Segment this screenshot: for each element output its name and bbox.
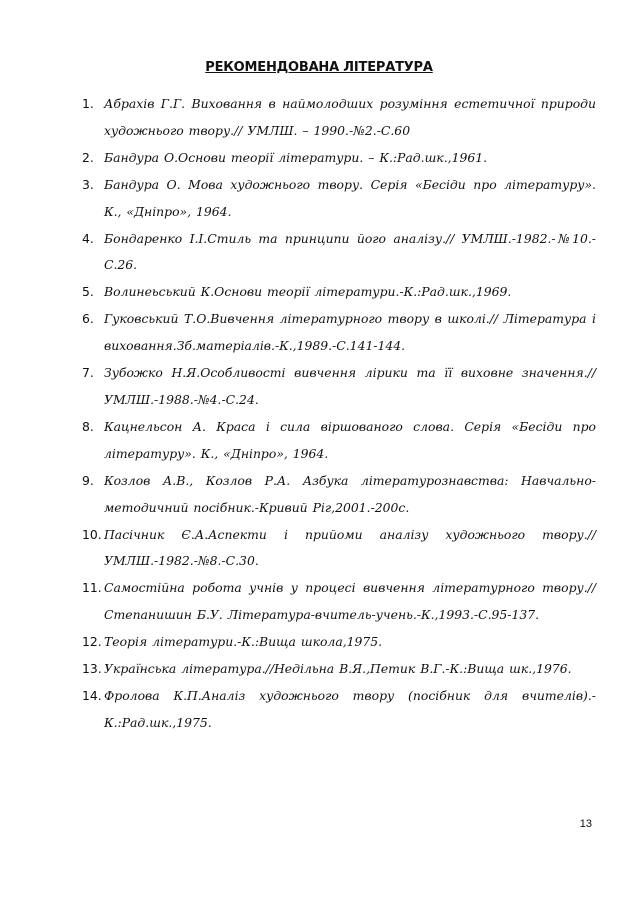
- reference-text: Козлов А.В., Козлов Р.А. Азбука літературознавства: Навчально-методичний посібник.-Кривий Ріг,2001.-200с.: [104, 472, 596, 515]
- reference-text: Кацнельсон А. Краса і сила віршованого слова. Серія «Бесіди про літературу». К., «Дніпро», 1964.: [104, 418, 596, 461]
- reference-item: [82, 522, 596, 576]
- reference-text: Бондаренко І.І.Стиль та принципи його аналізу.// УМЛШ.-1982.-№10.-С.26.: [104, 230, 596, 273]
- reference-item: [82, 145, 596, 172]
- reference-item: [82, 172, 596, 226]
- reference-item: [82, 656, 596, 683]
- reference-item: [82, 306, 596, 360]
- reference-item: [82, 683, 596, 737]
- reference-text: Зубожко Н.Я.Особливості вивчення лірики та її виховне значення.// УМЛШ.-1988.-№4.-С.24.: [104, 365, 596, 407]
- reference-text: Бандура О. Мова художнього твору. Серія «Бесіди про літературу». К., «Дніпро», 1964.: [104, 176, 596, 219]
- reference-text: Волинеьський К.Основи теорії літератури.-К.:Рад.шк.,1969.: [104, 284, 512, 300]
- reference-text: Гуковський Т.О.Вивчення літературного твору в школі.// Література і виховання.Зб.матеріалів.-К.,1989.-С.141-144.: [104, 311, 596, 354]
- reference-number: 6.: [82, 311, 94, 327]
- reference-text: Теорія літератури.-К.:Вища школа,1975.: [104, 634, 383, 650]
- reference-number: 5.: [82, 284, 94, 300]
- reference-item: [82, 91, 596, 145]
- page-title: РЕКОМЕНДОВАНА ЛІТЕРАТУРА: [205, 60, 433, 75]
- page-number: 13: [579, 818, 592, 830]
- reference-text: Бандура О.Основи теорії літератури. – К.:Рад.шк.,1961.: [104, 149, 488, 165]
- reference-text: Фролова К.П.Аналіз художнього твору (посібник для вчителів).-К.:Рад.шк.,1975.: [104, 687, 596, 730]
- reference-item: [82, 629, 596, 656]
- reference-list: [82, 91, 596, 737]
- reference-number: 10.: [82, 526, 102, 542]
- reference-text: Самостійна робота учнів у процесі вивчення літературного твору.// Степанишин Б.У. Література-вчитель-учень.-К.,1993.-С.95-137.: [104, 580, 596, 623]
- reference-text: Пасічник Є.А.Аспекти і прийоми аналізу художнього твору.//УМЛШ.-1982.-№8.-С.30.: [104, 526, 596, 569]
- reference-text: Абрахів Г.Г. Виховання в наймолодших розуміння естетичної природи художнього твору.// УМЛШ. – 1990.-№2.-С.60: [104, 96, 596, 138]
- reference-item: [82, 360, 596, 414]
- reference-number: 13.: [82, 661, 102, 677]
- reference-number: 4.: [82, 230, 94, 246]
- reference-number: 7.: [82, 365, 94, 381]
- reference-item: [82, 575, 596, 629]
- reference-text: Українська література.//Недільна В.Я.,Петик В.Г.-К.:Вища шк.,1976.: [104, 661, 572, 677]
- reference-number: 3.: [82, 176, 94, 192]
- reference-number: 1.: [82, 96, 94, 111]
- reference-item: [82, 468, 596, 522]
- reference-number: 12.: [82, 634, 102, 650]
- reference-item: [82, 226, 596, 280]
- reference-item: [82, 414, 596, 468]
- reference-item: [82, 279, 596, 306]
- reference-number: 11.: [82, 580, 102, 596]
- reference-number: 14.: [82, 687, 102, 703]
- reference-number: 2.: [82, 149, 94, 165]
- reference-number: 8.: [82, 418, 94, 434]
- reference-number: 9.: [82, 472, 94, 488]
